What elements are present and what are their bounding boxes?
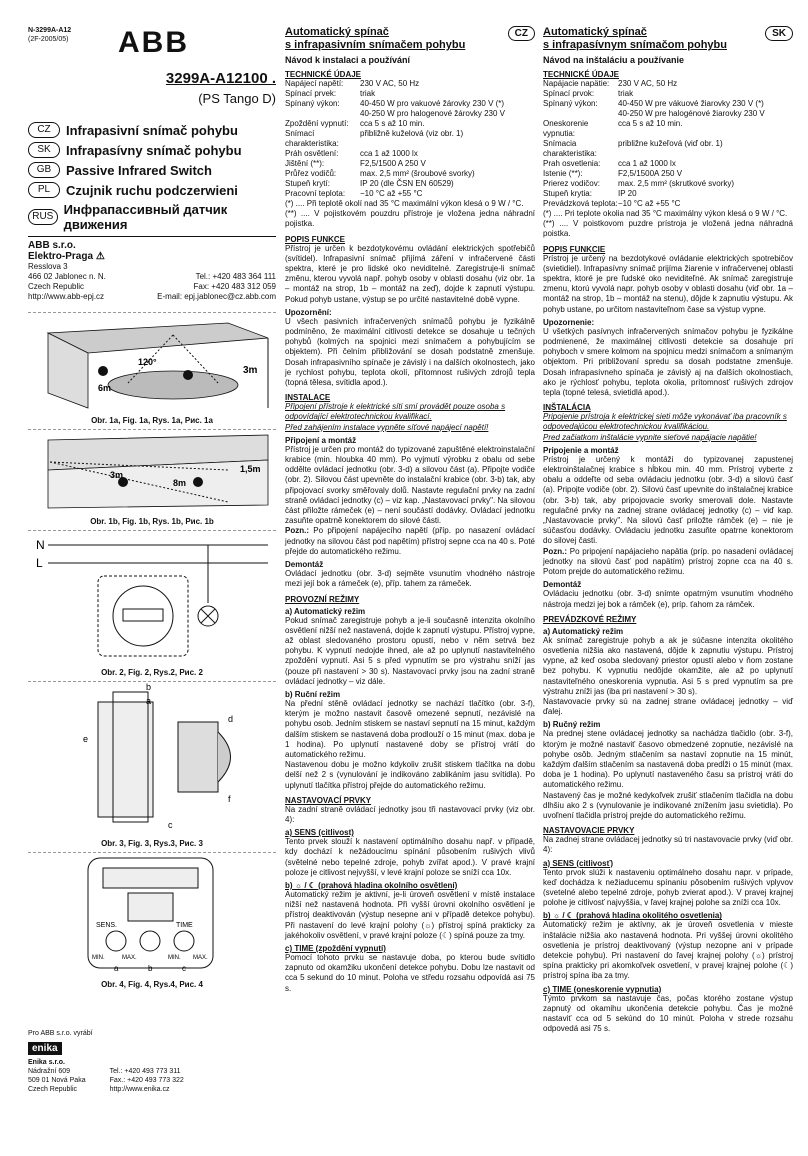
tech-row: 40-250 W pre halogénové žiarovky 230 V	[618, 109, 765, 118]
tech-row: Oneskorenie vypnutia: cca 5 s až 10 min.	[543, 119, 683, 138]
product-name: (PS Tango D)	[198, 91, 276, 106]
tech-row: Snímací charakteristika: přibližně kuželová (viz obr. 1)	[285, 129, 464, 148]
figure-2	[28, 530, 276, 677]
tech-row: Snímacia charakteristika: približne kužeľová (viď obr. 1)	[543, 139, 723, 158]
division-name: Elektro-Praga ⚠	[28, 251, 105, 262]
svg-text:e: e	[83, 734, 89, 744]
language-list	[28, 122, 276, 232]
svg-text:d: d	[228, 714, 234, 724]
svg-text:f: f	[228, 794, 231, 804]
tech-row: Zpoždění vypnutí: cca 5 s až 10 min.	[285, 119, 425, 128]
tech-row: Napájacie napätie: 230 V AC, 50 Hz	[543, 79, 678, 88]
cz-subtitle: Návod k instalaci a používání	[285, 55, 411, 65]
fig3-caption: Obr. 3, Fig. 3, Rys.3, Рис. 3	[101, 839, 203, 848]
language-item: GB Passive Infrared Switch	[28, 162, 276, 178]
tech-row: Stupeň krytia: IP 20	[543, 189, 637, 198]
tech-row: Spínaný výkon: 40-450 W pre vákuové žiarovky 230 V (*)	[543, 99, 764, 108]
language-item: SK Infrapasívny snímač pohybu	[28, 142, 276, 158]
cz-tech-heading: TECHNICKÉ ÚDAJE	[285, 70, 362, 79]
fig1a-caption: Obr. 1a, Fig. 1a, Rys. 1a, Рис. 1a	[91, 416, 213, 425]
tech-row: Napájecí napětí: 230 V AC, 50 Hz	[285, 79, 420, 88]
email-link[interactable]: E-mail: epj.jablonec@cz.abb.com	[157, 292, 276, 301]
tech-row: 40-250 W pro halogenové žárovky 230 V	[360, 109, 505, 118]
sk-title: Automatický spínač	[543, 26, 647, 38]
doc-date: (2F-2005/05)	[28, 36, 69, 43]
tech-row: Prevádzková teplota: −10 °C až +55 °C	[543, 199, 681, 208]
ceiling-mount-diagram	[28, 313, 276, 409]
wall-mount-diagram	[28, 430, 276, 510]
svg-text:b: b	[146, 682, 152, 692]
svg-text:120°: 120°	[138, 357, 157, 367]
svg-text:L: L	[36, 556, 43, 570]
product-code: 3299A-A12100 .	[165, 70, 276, 87]
svg-text:N: N	[36, 538, 45, 552]
tech-row: Práh osvětlení: cca 1 až 1000 lx	[285, 149, 418, 158]
tech-row: Spínací prvek: triak	[285, 89, 376, 98]
figure-1a	[28, 312, 276, 425]
language-item: PL Czujnik ruchu podczerwieni	[28, 182, 276, 198]
svg-text:SENS.: SENS.	[96, 922, 118, 929]
sk-subtitle: Návod na inštaláciu a používanie	[543, 55, 685, 65]
svg-text:MAX.: MAX.	[122, 955, 137, 961]
svg-text:c: c	[182, 964, 186, 973]
cz-tech-table	[285, 79, 535, 199]
doc-code: N-3299A-A12	[28, 27, 72, 34]
wiring-diagram	[28, 531, 276, 661]
cz-column: CZ Automatický spínač s infrapasivním snímačem pohybu Návod k instalaci a používání TECHNICKÉ ÚDAJE Napájecí napětí: 230 V AC, 50 Hz Spínací prvek: triak Spínaný výkon: 40-450 W pro vakuové žárovky 230 V (*) 40-250 W pro halogenové žárovky 230 V Zpoždění vypnutí: cca 5 s až 10 min. Snímací charakteristika: přibližně kuželová (viz obr. 1) Práh osvětlení: cca 1 až 1000 lx Jištění (**): F2,5/1500 A 250 V Průřez vodičů: max. 2,5 mm² (šroubové svorky) Stupeň krytí: IP 20 (dle ČSN EN 60529) Pracovní teplota: −10 °C až +55 °C (*) .... Při teplotě okolí nad 35 °C maximální výkon klesá o 9 W / °C. (**) .... V pojistkovém pouzdru přístroje je vložena jedna náhradní pojistka. POPIS FUNKCE Přístroj je určen k bezdotykovému ovládání elektrických spotřebičů (svítidel). Infrapasivní snímač přijímá záření v infračervené části spektra, které je pro lidské oko neviditelné. Zaregistruje-li snímač změnu, kterou vyvolá např. pohyb osoby v oblasti dosahu (viz obr. 1a – montáž na strop, 1b – montáž na zeď), dojde k zapnutí výstupu. Pokud pohyb ustane, výstup se po určité nastavitelné době vypne. Upozornění: U všech pasivních infračervených snímačů pohybu je fyzikálně podmíněno, že maximální citlivosti detekce se dosahuje u tečných pohybů (kolmých na spojnici mezi snímačem a pohybujícím se objektem). Při čelním přibližování se dosah podstatně zmenšuje. Dosah infrapasivního spínače je závislý i na dalších okolnostech, jako je rychlost pohybu, teplota okolí, přítomnost rušivých zdrojů tepla (topná tělesa, svítidla apod.). INSTALACE Připojení přístroje k elektrické síti smí provádět pouze osoba s odpovídající elektrotechnickou kvalifikací. Před zahájením instalace vypněte síťové napájecí napětí! Připojení a montáž Přístroj je určen pro montáž do typizované zapuštěné elektroinstalační krabice (min. hloubka 40 mm). Po vyjmutí výrobku z obalu od sebe oddělte ovládací jednotku (obr. 3-d) a silovou část (a). Připojte vodiče (obr. 2). Silovou část upevněte do instalační krabice (obr. 3-b) tak, aby připojovací svorky směřovaly dolů. Nastavte regulační prvky na zadní straně ovládací jednotky (c) – viz kap. „Nastavovací prvky". Na silovou část přiložte rámeček (e) – není součástí dodávky. Ovládací jednotku zasuňte opatrně konektorem do silové části. Pozn.: Po připojení napájecího napětí (příp. po nasazení ovládací jednotky na silovou část pod napětím) přístroj sepne cca na 40 s. Poté přejde do automatického režimu. Demontáž Ovládací jednotku (obr. 3-d) sejměte vsunutím vhodného nástroje mezi její bok a rámeček (e), příp. tahem za rámeček. PROVOZNÍ REŽIMY a) Automatický režim Pokud snímač zaregistruje pohyb a je-li současně intenzita okolního osvětlení nižší než nastavená, dojde k zapnutí výstupu. Přístroj vypne, až oblast sledovaného prostoru opustí, nebo v něm setrvá bez pohybu. K vypnutí nedojde ihned, ale až po uplynutí nastavitelného zpoždění vypnutí. Asi 5 s před vypnutím se pro výstrahu sníží jas (pouze při nastavení > 30 s). Nastavovací prvky jsou na zadní straně ovládací jednotky – viz dále. b) Ruční režim Na přední stěně ovládací jednotky se nachází tlačítko (obr. 3-f), kterým je možno nastavit časově omezené sepnutí, nezávislé na pohybu osob. Jedním stiskem se nastaví sepnutí na 15 minut, každým dalším stiskem se nastavená doba prodlouží o 15 minut (max. doba je 1 hodina). Po uplynutí nastavené doby se přístroj vrátí do automatického režimu. Nastavenou dobu je možno kdykoliv zrušit stiskem tlačítka na dobu delší než 2 s (vynulování je indikováno zablikáním jasu svítidla). Po uplynutí tlačítka přístroj přejde do automatického režimu. NASTAVOVACÍ PRVKY Na zadní straně ovládací jednotky jsou tři nastavovací prvky (viz obr. 4): a) SENS (citlivost) Tento prvek slouží k nastavení optimálního dosahu např. v případě, kdy dochází k nežádoucímu spínání působením rušivých vlivů (světelné nebo tepelné zdroje, pohyb zvířat apod.). V pravé krajní poloze je citlivost nejvyšší, v levé krajní poloze se sníží cca 10x. b) ☼ / ☾ (prahová hladina okolního osvětlení) Automatický režim je aktivní, je-li úroveň osvětlení v místě instalace nižší než nastavená hodnota. Při vyšší úrovni okolního osvětlení je přístroj deaktivován (výstup nesepne ani v případě detekce pohybu). Při nastavení do levé krajní polohy (☼) přístroj spíná prakticky za jakéhokoliv osvětlení, v pravé krajní poloze (☾) spíná pouze za tmy. c) TIME (zpoždění vypnutí) Pomocí tohoto prvku se nastavuje doba, po kterou bude svítidlo zapnuto od okamžiku ukončení detekce pohybu. Dobu lze nastavit od cca 5 sekund do 10 minut. Poloha ve středu rozsahu odpovídá asi 75 s.	[285, 26, 535, 993]
tech-row: Spínací prvok: triak	[543, 89, 634, 98]
warning-icon: ⚠	[95, 251, 105, 262]
svg-text:8m: 8m	[173, 478, 187, 488]
tech-row: Prah osvetlenia: cca 1 až 1000 lx	[543, 159, 676, 168]
svg-text:MAX.: MAX.	[193, 955, 208, 961]
tech-row: Istenie (**): F2,5/1500A 250 V	[543, 169, 683, 178]
sk-tech-table	[543, 79, 793, 209]
controls-diagram	[28, 853, 276, 973]
svg-text:c: c	[168, 820, 173, 830]
maker-web-link[interactable]: http://www.enika.cz	[109, 1086, 170, 1093]
figure-4	[28, 852, 276, 989]
figure-3	[28, 681, 276, 848]
cz-badge: CZ	[508, 26, 535, 41]
sk-badge: SK	[765, 26, 793, 41]
svg-text:1,5m: 1,5m	[240, 464, 261, 474]
svg-text:3m: 3m	[243, 365, 258, 376]
tech-row: Pracovní teplota: −10 °C až +55 °C	[285, 189, 423, 198]
assembly-diagram	[28, 682, 276, 832]
svg-text:3m: 3m	[110, 470, 124, 480]
language-item: RUS Инфрапассивный датчик движения	[28, 202, 276, 232]
tech-row: Stupeň krytí: IP 20 (dle ČSN EN 60529)	[285, 179, 454, 188]
city: 466 02 Jablonec n. N.	[28, 272, 106, 281]
country: Czech Republic	[28, 282, 85, 291]
abb-logo: ABB	[118, 26, 189, 59]
fig4-caption: Obr. 4, Fig. 4, Rys.4, Рис. 4	[101, 980, 203, 989]
fig2-caption: Obr. 2, Fig. 2, Rys.2, Рис. 2	[101, 668, 203, 677]
tech-row: Spínaný výkon: 40-450 W pro vakuové žárovky 230 V (*)	[285, 99, 505, 108]
svg-text:a: a	[146, 696, 152, 706]
sk-column: SK Automatický spínač s infrapasívnym snímačom pohybu Návod na inštaláciu a používanie TECHNICKÉ ÚDAJE Napájacie napätie: 230 V AC, 50 Hz Spínací prvok: triak Spínaný výkon: 40-450 W pre vákuové žiarovky 230 V (*) 40-250 W pre halogénové žiarovky 230 V Oneskorenie vypnutia: cca 5 s až 10 min. Snímacia charakteristika: približne kužeľová (viď obr. 1) Prah osvetlenia: cca 1 až 1000 lx Istenie (**): F2,5/1500A 250 V Prierez vodičov: max. 2,5 mm² (skrutkové svorky) Stupeň krytia: IP 20 Prevádzková teplota: −10 °C až +55 °C (*) .... Pri teplote okolia nad 35 °C maximálny výkon klesá o 9 W / °C. (**) .... V poistkovom puzdre prístroja je vložená jedna náhradná poistka. POPIS FUNKCIE Prístroj je určený na bezdotykové ovládanie elektrických spotrebičov (svietidiel). Infrapasívny snímač prijíma žiarenie v infračervenej oblasti spektra, ktoré je pre ľudské oko neviditeľné. Ak snímač zaregistruje zmenu, ktorú vyvolá napr. pohyb osoby v oblasti dosahu (viď obr. 1a – montáž na strop, 1b – montáž na stenu), dôjde k zapnutiu výstupu. Ak pohyb ustane, po určitom nastaviteľnom čase sa výstup vypne. Upozornenie: U všetkých pasívnych infračervených snímačov pohybu je fyzikálne podmienené, že maximálnej citlivosti detekcie sa dosahuje pri pohyboch v smere kolmom na spojnicu medzi snímačom a snímaným objektom. Pri približovaní spredu sa dosah podstatne zmenšuje. Dosah infrapasívneho spínača je závislý aj na ďalších okolnostiach, ako je rýchlosť pohybu, teplota okolia, prítomnosť rušivých zdrojov tepla (topné telesá, svietidlá apod.). INŠTALÁCIA Pripojenie prístroja k elektrickej sieti môže vykonávať iba pracovník s odpovedajúcou elektrotechnickou kvalifikáciou. Pred začiatkom inštalácie vypnite sieťové napájacie napätie! Pripojenie a montáž Prístroj je určený k montáži do typizovanej zapustenej elektroinštalačnej krabice s hĺbkou min. 40 mm. Prístroj vyberte z obalu a oddeľte od seba ovládaciu jednotku (obr. 3-d) a silovú časť (a). Pripojte vodiče (obr. 2). Silovú časť upevnite do inštalačnej krabice (obr. 3-b) tak, aby pripojovacie svorky smerovali dole. Nastavte regulačné prvky na zadnej strane ovládacej jednotky (c) – viď kap. „Nastavovacie prvky". Na silovú časť priložte rámček (e) – nie je súčasťou dodávky. Ovládaciu jednotku zasuňte opatrne konektorom do silovej časti. Pozn.: Po pripojení napájacieho napätia (príp. po nasadení ovládacej jednotky na silovú časť pod napätím) prístroj zopne cca na 40 s. Potom prejde do automatického režimu. Demontáž Ovládaciu jednotku (obr. 3-d) snímte opatrným vsunutím vhodného nástroja medzi jej bok a rámček (e), príp. ťahom za rámček. PREVÁDZKOVÉ REŽIMY a) Automatický režim Ak snímač zaregistruje pohyb a ak je súčasne intenzita okolitého osvetlenia nižšia ako nastavená, dôjde k zapnutiu výstupu. Prístroj vypne, až keď osoba sledovaný priestor opustí alebo v ňom zostane bez pohybu. K vypnutiu nedôjde okamžite, ale až po uplynutí nastaviteľného oneskorenia vypnutia. Asi 5 s pred vypnutím sa pre výstrahu zníži jas (iba pri nastavení > 30 s). Nastavovacie prvky sú na zadnej strane ovládacej jednotky – viď ďalej. b) Ručný režim Na prednej stene ovládacej jednotky sa nachádza tlačidlo (obr. 3-f), ktorým je možné nastaviť časovo obmedzené zopnutie, nezávislé na pohybe osôb. Jedným stlačením sa nastaví zopnutie na 15 minút, každým ďalším stlačením sa nastavená doba predĺži o 15 minút (max. doba je 1 hodina). Po uplynutí nastaveného času sa prístroj vráti do automatického režimu. Nastavený čas je možné kedykoľvek zrušiť stlačením tlačidla na dobu dlhšiu ako 2 s (vynulovanie je indikované znížením jasu svietidla). Po uvoľnení tlačidla prístroj prejde do automatického režimu. NASTAVOVACIE PRVKY Na zadnej strane ovládacej jednotky sú tri nastavovacie prvky (viď obr. 4): a) SENS (citlivosť) Tento prvok slúži k nastaveniu optimálneho dosahu napr. v prípade, keď dochádza k nežiaducemu spínaniu pôsobením rušivých vplyvov (svetelné alebo tepelné zdroje, pohyb zvierat apod.). V pravej krajnej polohe je citlivosť najvyššia, v ľavej krajnej polohe sa zníži cca 10x. b) ☼ / ☾ (prahová hladina okolitého osvetlenia) Automatický režim je aktívny, ak je úroveň osvetlenia v mieste inštalácie nižšia ako nastavená hodnota. Pri vyššej úrovni okolitého osvetlenia je prístroj deaktivovaný (výstup nezopne ani v prípade detekcie pohybu). Pri nastavení do ľavej krajnej polohy (☼) prístroj spína prakticky pri akomkoľvek osvetlení, v pravej krajnej polohe (☾) prístroj spína iba za tmy. c) TIME (oneskorenie vypnutia) Týmto prvkom sa nastavuje čas, počas ktorého zostane výstup zapnutý od okamihu ukončenia detekcie pohybu. Čas je možné nastaviť cca od 5 sekúnd do 10 minút. Poloha v strede rozsahu odpovedá asi 75 s.	[543, 26, 793, 1034]
fig1b-caption: Obr. 1b, Fig. 1b, Rys. 1b, Рис. 1b	[90, 517, 214, 526]
company-name: ABB s.r.o.	[28, 240, 76, 251]
svg-text:a: a	[114, 964, 119, 973]
maker-note: Pro ABB s.r.o. vyrábí	[28, 1030, 93, 1037]
web-link[interactable]: http://www.abb-epj.cz	[28, 292, 105, 301]
tech-row: Jištění (**): F2,5/1500 A 250 V	[285, 159, 426, 168]
street: Resslova 3	[28, 262, 68, 271]
fax: Fax: +420 483 312 059	[193, 282, 276, 291]
svg-text:b: b	[148, 964, 153, 973]
tech-row: Prierez vodičov: max. 2,5 mm² (skrutkové svorky)	[543, 179, 735, 188]
svg-text:MIN.: MIN.	[168, 955, 181, 961]
sk-tech-heading: TECHNICKÉ ÚDAJE	[543, 70, 620, 79]
svg-text:6m: 6m	[98, 383, 112, 393]
svg-text:TIME: TIME	[176, 922, 193, 929]
language-item: CZ Infrapasivní snímač pohybu	[28, 122, 276, 138]
maker-name: Enika s.r.o.	[28, 1059, 65, 1066]
tech-row: Průřez vodičů: max. 2,5 mm² (šroubové svorky)	[285, 169, 475, 178]
figure-1b	[28, 429, 276, 526]
enika-logo: enika	[28, 1042, 62, 1055]
left-column: N-3299A-A12 (2F-2005/05) ABB 3299A-A12100 . (PS Tango D) CZ Infrapasivní snímač pohybu SK Infrapasívny snímač pohybu GB Passive Infrared Switch PL Czujnik ruchu podczerwieni RUS Инфрапассивный датчик движения ABB s.r.o. Elektro-Praga ⚠ Resslova 3 466 02 Jablonec n. N. Tel.: +420 483 364 111 Czech Republic Fax: +420 483 312 059 http://www.abb-epj.cz E-mail: epj.jablonec@cz.abb.com 120° 6m 3m Obr. 1a, Fig. 1a, Rys. 1a, Рис. 1a 3m 8m 1,5m Obr. 1b, Fig. 1b, Rys. 1b, Рис. 1b N L Obr. 2, Fig. 2, Rys.2, Рис. 2 b a e d f c Obr. 3, Fig. 3, Rys.3, Рис. 3 SENS. TIME MIN. MAX. MIN. MAX. a b c Obr. 4, Fig. 4, Rys.4, Рис. 4 Pro ABB s.r.o. vyrábí enika Enika s.r.o. Nádražní 609 509 01 Nová Paka Czech Republic Tel.: +420 493 773 311 Fax.: +420 493 773 322 http://www.enika.cz	[28, 26, 276, 1093]
cz-title: Automatický spínač	[285, 26, 389, 38]
tel: Tel.: +420 483 364 111	[195, 272, 276, 281]
svg-text:MIN.: MIN.	[92, 955, 105, 961]
